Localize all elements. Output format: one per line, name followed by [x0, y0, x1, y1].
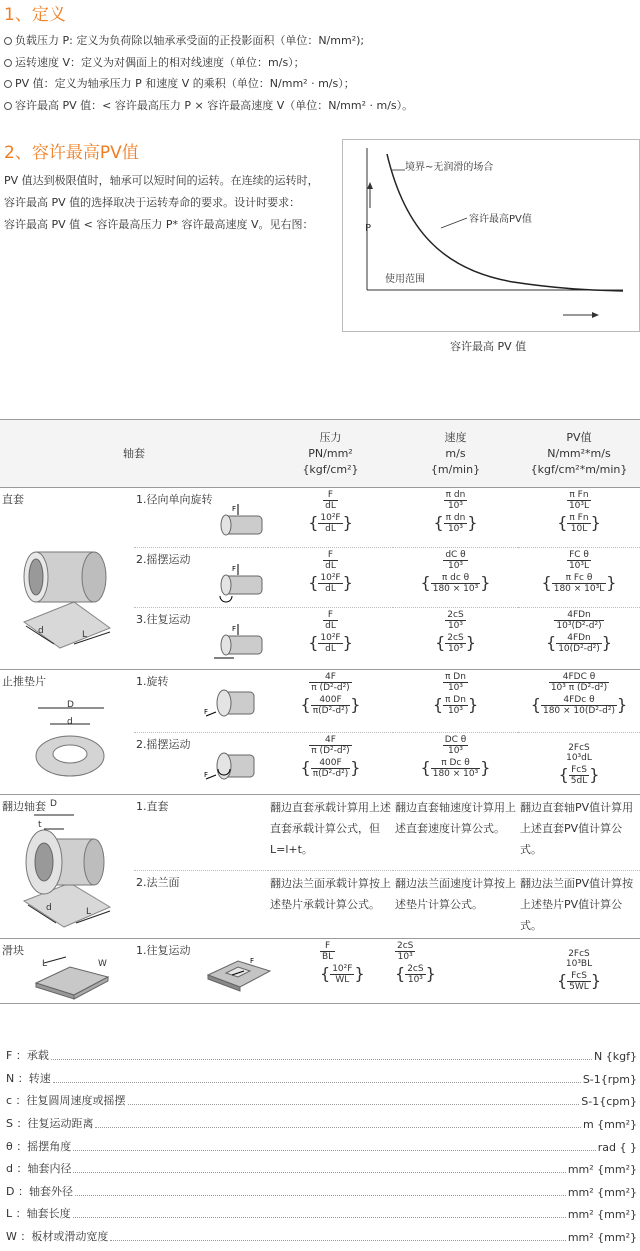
subtype-label: 1.往复运动	[136, 944, 191, 957]
legend-item: c ：往复圆周速度或摇摆 S-1{cpm}	[6, 1094, 637, 1108]
dim-label-t: t	[38, 820, 42, 830]
thrust-washer-figure	[30, 700, 130, 790]
pv-top: 2FcS	[568, 949, 590, 959]
subtype-cell	[134, 670, 268, 733]
table-row	[0, 939, 640, 1004]
pv-chart	[342, 139, 640, 332]
section2-title: 2、容许最高PV值	[4, 143, 139, 163]
speed-formula: $\frac{\text{π dn}}{\text{10³}}$ { $\frac{\text{π dn}}{\text{10³}}$ }	[393, 488, 518, 548]
subtype-cell	[134, 488, 268, 548]
table-row	[0, 488, 640, 548]
subtype-label: 1.直套	[136, 800, 169, 813]
force-label: F	[250, 957, 255, 965]
pressure-note: 翻边直套承载计算用上述直套承载计算公式，但 L=l+t。	[268, 795, 393, 871]
paragraph-line: 容许最高 PV 值 < 容许最高压力 P* 容许最高速度 V。见右图：	[4, 218, 314, 231]
speed-formula: $\frac{\text{π Dn}}{\text{10³}}$ { $\frac{\text{π Dn}}{\text{10³}}$ }	[393, 670, 518, 733]
dim-label-D: D	[50, 799, 57, 809]
subtype-cell	[134, 733, 268, 795]
subtype-label: 1.径向单向旋转	[136, 493, 213, 506]
pv-formula: 2FcS 10³BL { $\frac{\text{FcS}}{5WL}$ }	[518, 939, 640, 1004]
group-slider	[0, 939, 134, 1004]
paragraph-line: 容许最高 PV 值的选择取决于运转寿命的要求。设计时要求：	[4, 196, 301, 209]
legend-item: L ：轴套长度 mm² {mm²}	[6, 1207, 637, 1221]
force-label: F	[232, 625, 237, 633]
group-flanged-bushing	[0, 795, 134, 939]
oscillation-icon	[212, 564, 272, 604]
subtype-label: 3.往复运动	[136, 613, 191, 626]
pressure-formula: $\frac{F}{dL}$ { $\frac{\text{10²F}}{dL}$ }	[268, 608, 393, 670]
pv-mid: 10³BL	[565, 959, 593, 969]
subtype-cell	[134, 548, 268, 608]
group-name: 滑块	[2, 944, 24, 957]
table-header-row	[0, 420, 640, 488]
speed-formula: $\frac{\text{dC θ}}{\text{10³}}$ { $\frac{\text{π dc θ}}{\text{180 × 10³}}$ }	[393, 548, 518, 608]
subtype-label: 2.法兰面	[136, 876, 180, 889]
circle-bullet-icon	[4, 80, 12, 88]
legend-item: F ：承载 N {kgf}	[6, 1049, 637, 1063]
force-label: F	[232, 565, 237, 573]
pressure-formula: $\frac{4F}{\text{π (D²-d²)}}$ { $\frac{400F}{\text{π(D²-d²)}}$ }	[268, 670, 393, 733]
group-name: 直套	[2, 493, 24, 506]
range-label: 使用范围	[385, 274, 425, 285]
subtype-cell	[134, 795, 268, 871]
group-name: 止推垫片	[2, 675, 46, 688]
pv-formula: $\frac{\text{4FDC θ}}{\text{10³ π (D²-d²)}}$ { $\frac{\text{4FDc θ}}{\text{180 × 10(D²-d²)}}$ }	[518, 670, 640, 733]
slider-reciprocating-icon	[204, 953, 274, 993]
legend-item: N ：转速 S-1{rpm}	[6, 1072, 637, 1086]
section1-title: 1、定义	[4, 5, 66, 25]
pv-formula: $\frac{\text{FC θ}}{\text{10³L}}$ { $\frac{\text{π Fc θ}}{\text{180 × 10³L}}$ }	[518, 548, 640, 608]
circle-bullet-icon	[4, 59, 12, 67]
thrust-oscillation-icon	[204, 747, 264, 791]
pressure-note: 翻边法兰面承载计算按上述垫片承载计算公式。	[268, 871, 393, 939]
circle-bullet-icon	[4, 37, 12, 45]
projection-plane	[24, 602, 110, 648]
dim-label-L: L	[86, 907, 92, 917]
flanged-bushing-figure	[14, 809, 124, 929]
header-bushing: 轴套	[0, 420, 268, 488]
y-arrowhead-icon	[367, 182, 373, 189]
speed-note: 翻边直套轴速度计算用上述直套速度计算公式。	[393, 795, 518, 871]
paragraph-line: PV 值达到极限值时，轴承可以短时间的运转。在连续的运转时，	[4, 174, 319, 187]
pressure-formula: $\frac{F}{dL}$ { $\frac{\text{10²F}}{dL}$ }	[268, 548, 393, 608]
definition-item: 容许最高 PV 值：< 容许最高压力 P × 容许最高速度 V（单位：N/mm² · m/s）。	[4, 97, 413, 113]
boundary-label: 境界~无润滑的场合	[405, 162, 494, 173]
force-label: F	[232, 505, 237, 513]
table-row	[0, 670, 640, 733]
section2-paragraph	[4, 170, 336, 236]
thrust-rotation-icon	[204, 684, 264, 728]
dim-label-d: d	[67, 717, 73, 727]
radial-rotation-icon	[212, 504, 272, 544]
subtype-cell	[134, 608, 268, 670]
reciprocating-icon	[212, 624, 272, 664]
dim-label-l: L	[82, 630, 88, 640]
circle-bullet-icon	[4, 102, 12, 110]
pv-formula-table	[0, 419, 640, 1004]
leader-line	[441, 218, 467, 228]
pv-mid: 10³dL	[566, 753, 592, 763]
dim-label-D: D	[67, 700, 74, 710]
header-pressure: 压力 PN/mm² {kgf/cm²}	[268, 420, 393, 488]
pv-note: 翻边直套轴PV值计算用上述直套PV值计算公式。	[518, 795, 640, 871]
legend-item: d ：轴套内径 mm² {mm²}	[6, 1162, 637, 1176]
group-name: 翻边轴套	[2, 800, 46, 813]
force-label: F	[204, 771, 209, 779]
force-label: F	[204, 708, 209, 716]
pv-formula: $\frac{\text{4FDn}}{\text{10³(D²-d²)}}$ { $\frac{\text{4FDn}}{\text{10(D²-d²)}}$ }	[518, 608, 640, 670]
table-row	[0, 795, 640, 871]
pv-note: 翻边法兰面PV值计算按上述垫片PV值计算公式。	[518, 871, 640, 939]
legend-item: W ：板材或滑动宽度 mm² {mm²}	[6, 1230, 637, 1244]
group-straight-bushing	[0, 488, 134, 670]
subtype-label: 2.摇摆运动	[136, 738, 191, 751]
dim-label-d: d	[38, 626, 44, 636]
dim-label-d: d	[46, 903, 52, 913]
subtype-cell	[134, 871, 268, 939]
speed-formula: $\frac{2cS}{\text{10³}}$ { $\frac{2cS}{\text{10³}}$ }	[393, 939, 518, 1004]
dim-label-L: L	[42, 959, 48, 969]
x-arrowhead-icon	[592, 312, 599, 318]
group-thrust-washer	[0, 670, 134, 795]
header-pv: PV值 N/mm²*m/s {kgf/cm²*m/min}	[518, 420, 640, 488]
speed-formula: $\frac{2cS}{\text{10³}}$ { $\frac{2cS}{\text{10³}}$ }	[393, 608, 518, 670]
header-speed: 速度 m/s {m/min}	[393, 420, 518, 488]
curve-label: 容许最高PV值	[469, 214, 532, 225]
speed-note: 翻边法兰面速度计算按上述垫片计算公式。	[393, 871, 518, 939]
subtype-label: 2.摇摆运动	[136, 553, 191, 566]
pv-formula: $\frac{\text{π Fn}}{\text{10³L}}$ { $\frac{\text{π Fn}}{10L}$ }	[518, 488, 640, 548]
dim-label-W: W	[98, 959, 107, 969]
chart-caption: 容许最高 PV 值	[450, 340, 527, 353]
legend-item: D ：轴套外径 mm² {mm²}	[6, 1185, 637, 1199]
legend-item: θ ：摇摆角度 rad { }	[6, 1140, 637, 1154]
straight-bushing-figure	[14, 540, 124, 650]
definition-item: 运转速度 V：定义为对偶面上的相对线速度（单位：m/s）；	[4, 54, 305, 70]
axis-p-label: P	[365, 223, 372, 234]
subtype-label: 1.旋转	[136, 675, 169, 688]
pressure-formula: $\frac{4F}{\text{π (D²-d²)}}$ { $\frac{400F}{\text{π(D²-d²)}}$ }	[268, 733, 393, 795]
definition-item: PV 值：定义为轴承压力 P 和速度 V 的乘积（单位：N/mm² · m/s）；	[4, 75, 355, 91]
definition-item: 负载压力 P: 定义为负荷除以轴承承受面的正投影面积（单位：N/mm²);	[4, 32, 364, 48]
speed-formula: $\frac{\text{DC θ}}{\text{10³}}$ { $\frac{\text{π Dc θ}}{\text{180 × 10³}}$ }	[393, 733, 518, 795]
subtype-cell	[134, 939, 268, 1004]
legend-item: S ：往复运动距离 m {mm²}	[6, 1117, 637, 1131]
pressure-formula: $\frac{F}{BL}$ { $\frac{\text{10²F}}{WL}$ }	[268, 939, 393, 1004]
pv-top: 2FcS	[568, 743, 590, 753]
pressure-formula: $\frac{F}{dL}$ { $\frac{\text{10²F}}{dL}$ }	[268, 488, 393, 548]
pv-formula: 2FcS 10³dL { $\frac{\text{FcS}}{5dL}$ }	[518, 733, 640, 795]
